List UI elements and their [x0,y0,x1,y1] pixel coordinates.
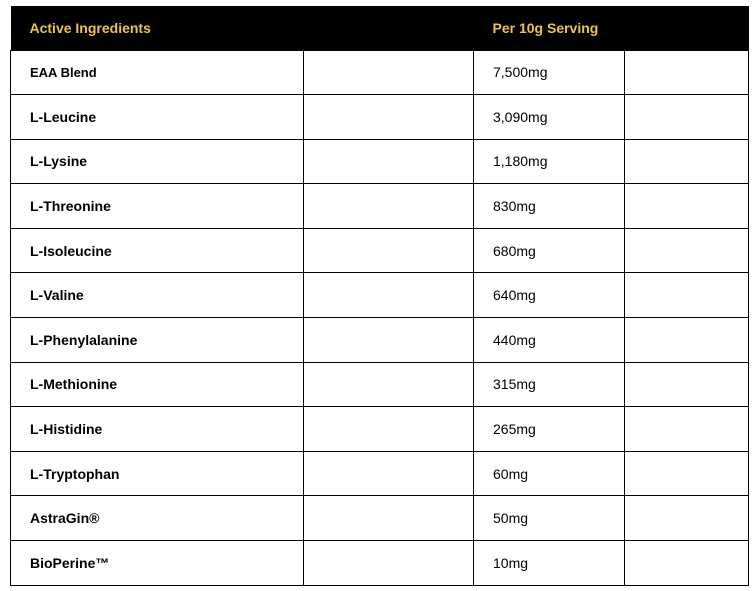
ingredient-amount: 50mg [474,496,625,541]
ingredient-amount: 680mg [474,228,625,273]
table-row [11,228,749,273]
empty-cell [304,541,474,586]
header-active-ingredients: Active Ingredients [11,6,474,50]
table-row [11,362,749,407]
empty-cell [625,407,749,452]
empty-cell [625,273,749,318]
table-header [11,6,749,50]
ingredient-name: L-Threonine [11,184,304,229]
table-body [11,50,749,585]
ingredient-amount: 440mg [474,318,625,363]
empty-cell [304,50,474,95]
ingredient-name: L-Methionine [11,362,304,407]
ingredients-table [10,6,749,586]
empty-cell [304,228,474,273]
empty-cell [304,273,474,318]
ingredient-amount: 10mg [474,541,625,586]
ingredient-name: AstraGin® [11,496,304,541]
empty-cell [625,541,749,586]
empty-cell [304,318,474,363]
empty-cell [625,362,749,407]
empty-cell [625,451,749,496]
empty-cell [625,228,749,273]
empty-cell [304,407,474,452]
table-row [11,318,749,363]
ingredient-name: L-Phenylalanine [11,318,304,363]
table-row [11,496,749,541]
table-row [11,50,749,95]
empty-cell [304,95,474,140]
header-row [11,6,749,50]
ingredient-name: EAA Blend [11,50,304,95]
empty-cell [625,139,749,184]
ingredient-amount: 830mg [474,184,625,229]
table-row [11,451,749,496]
ingredient-amount: 640mg [474,273,625,318]
ingredient-name: L-Isoleucine [11,228,304,273]
ingredient-name: BioPerine™ [11,541,304,586]
empty-cell [304,184,474,229]
empty-cell [304,139,474,184]
table-row [11,95,749,140]
table-row [11,273,749,318]
ingredient-name: L-Histidine [11,407,304,452]
ingredient-amount: 1,180mg [474,139,625,184]
ingredient-amount: 7,500mg [474,50,625,95]
ingredient-amount: 60mg [474,451,625,496]
empty-cell [625,184,749,229]
ingredient-amount: 3,090mg [474,95,625,140]
empty-cell [304,451,474,496]
empty-cell [304,362,474,407]
table-row [11,139,749,184]
ingredient-name: L-Leucine [11,95,304,140]
ingredient-name: L-Lysine [11,139,304,184]
ingredient-amount: 315mg [474,362,625,407]
empty-cell [625,496,749,541]
table-row [11,541,749,586]
empty-cell [625,95,749,140]
table-row [11,407,749,452]
ingredient-name: L-Tryptophan [11,451,304,496]
empty-cell [304,496,474,541]
table-row [11,184,749,229]
empty-cell [625,318,749,363]
ingredient-name: L-Valine [11,273,304,318]
empty-cell [625,50,749,95]
ingredient-amount: 265mg [474,407,625,452]
header-per-serving: Per 10g Serving [474,6,749,50]
